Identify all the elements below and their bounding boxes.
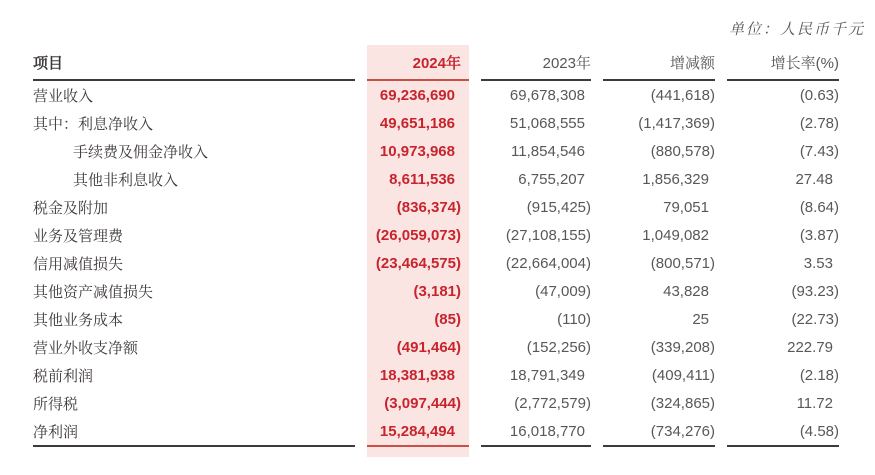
value-change: 79,051 bbox=[663, 198, 709, 216]
table-row bbox=[33, 361, 839, 389]
table-row bbox=[33, 333, 839, 361]
row-label: 所得税 bbox=[33, 395, 79, 413]
value-2024: 10,973,968 bbox=[367, 137, 469, 165]
value-2023: (152,256) bbox=[526, 338, 591, 356]
table-row bbox=[33, 417, 839, 447]
row-label: 手续费及佣金净收入 bbox=[73, 143, 209, 161]
table-row bbox=[33, 249, 839, 277]
value-rate: (2.18) bbox=[799, 366, 839, 384]
spacer-cell bbox=[727, 447, 839, 457]
row-label: 其他非利息收入 bbox=[73, 171, 179, 189]
highlight-column-footer bbox=[33, 447, 839, 457]
row-label: 其他资产减值损失 bbox=[33, 283, 154, 301]
value-2024: 15,284,494 bbox=[367, 417, 469, 447]
row-label: 净利润 bbox=[33, 417, 355, 447]
value-2023: 51,068,555 bbox=[509, 114, 585, 132]
column-header-2024: 2024年 bbox=[367, 45, 469, 81]
value-2024: 18,381,938 bbox=[367, 361, 469, 389]
table-row bbox=[33, 81, 839, 109]
value-2023: 69,678,308 bbox=[509, 86, 585, 104]
column-header-item: 项目 bbox=[33, 45, 355, 81]
value-2024: 49,651,186 bbox=[367, 109, 469, 137]
column-header-change: 增减额 bbox=[603, 45, 715, 81]
value-2023: (47,009) bbox=[535, 282, 591, 300]
table-row bbox=[33, 137, 839, 165]
value-change: (324,865) bbox=[650, 394, 715, 412]
value-rate: (7.43) bbox=[799, 142, 839, 160]
value-2024: (26,059,073) bbox=[367, 221, 469, 249]
value-change: (880,578) bbox=[650, 142, 715, 160]
spacer-cell bbox=[33, 447, 355, 457]
table-row bbox=[33, 277, 839, 305]
value-2023: (915,425) bbox=[526, 198, 591, 216]
value-2023: (2,772,579) bbox=[514, 394, 591, 412]
value-change: (409,411) bbox=[651, 366, 715, 384]
row-label: 业务及管理费 bbox=[33, 227, 124, 245]
value-rate: 3.53 bbox=[803, 254, 833, 272]
value-2023: 11,854,546 bbox=[511, 142, 585, 160]
value-change: (800,571) bbox=[650, 254, 715, 272]
value-rate: (22.73) bbox=[791, 310, 839, 328]
value-change: (1,417,369) bbox=[638, 114, 715, 132]
unit-note: 单位：人民币千元 bbox=[728, 21, 865, 38]
value-rate: (4.58) bbox=[727, 417, 839, 447]
value-2024: (3,181) bbox=[367, 277, 469, 305]
value-2023: 18,791,349 bbox=[509, 366, 585, 384]
value-rate: (2.78) bbox=[799, 114, 839, 132]
row-label: 营业外收支净额 bbox=[33, 339, 139, 357]
value-change: 1,049,082 bbox=[642, 226, 709, 244]
value-2024: (836,374) bbox=[367, 193, 469, 221]
table-header-row bbox=[33, 45, 839, 81]
value-2024: (3,097,444) bbox=[367, 389, 469, 417]
column-header-2023: 2023年 bbox=[481, 45, 591, 81]
financial-table bbox=[21, 45, 851, 457]
value-2024: (491,464) bbox=[367, 333, 469, 361]
row-label: 其中：利息净收入 bbox=[33, 115, 154, 133]
row-label: 其他业务成本 bbox=[33, 311, 124, 329]
row-label: 营业收入 bbox=[33, 87, 94, 105]
table-row bbox=[33, 221, 839, 249]
column-header-rate: 增长率(%) bbox=[727, 45, 839, 81]
value-2024: 8,611,536 bbox=[367, 165, 469, 193]
value-2023: 6,755,207 bbox=[518, 170, 585, 188]
table-row bbox=[33, 109, 839, 137]
value-rate: 27.48 bbox=[795, 170, 833, 188]
value-change: 43,828 bbox=[663, 282, 709, 300]
table-row bbox=[33, 305, 839, 333]
value-rate: 11.72 bbox=[796, 394, 833, 412]
value-2023: (110) bbox=[557, 310, 591, 328]
value-rate: 222.79 bbox=[787, 338, 833, 356]
value-rate: (0.63) bbox=[799, 86, 839, 104]
value-change: 25 bbox=[692, 310, 709, 328]
row-label: 税金及附加 bbox=[33, 199, 109, 217]
value-change: 1,856,329 bbox=[642, 170, 709, 188]
value-2024: (85) bbox=[367, 305, 469, 333]
spacer-cell bbox=[603, 447, 715, 457]
value-change: (339,208) bbox=[650, 338, 715, 356]
value-2024: 69,236,690 bbox=[367, 81, 469, 109]
value-2023: (22,664,004) bbox=[505, 254, 591, 272]
value-2023: 16,018,770 bbox=[481, 417, 591, 447]
value-rate: (8.64) bbox=[799, 198, 839, 216]
table-row bbox=[33, 193, 839, 221]
value-2024: (23,464,575) bbox=[367, 249, 469, 277]
row-label: 税前利润 bbox=[33, 367, 94, 385]
spacer-cell bbox=[481, 447, 591, 457]
row-label: 信用减值损失 bbox=[33, 255, 124, 273]
value-change: (734,276) bbox=[603, 417, 715, 447]
table-row bbox=[33, 389, 839, 417]
value-rate: (93.23) bbox=[791, 282, 839, 300]
value-change: (441,618) bbox=[650, 86, 715, 104]
value-2023: (27,108,155) bbox=[505, 226, 591, 244]
table-row bbox=[33, 165, 839, 193]
table-body bbox=[33, 81, 839, 447]
highlight-spacer-cell bbox=[367, 447, 469, 457]
value-rate: (3.87) bbox=[799, 226, 839, 244]
